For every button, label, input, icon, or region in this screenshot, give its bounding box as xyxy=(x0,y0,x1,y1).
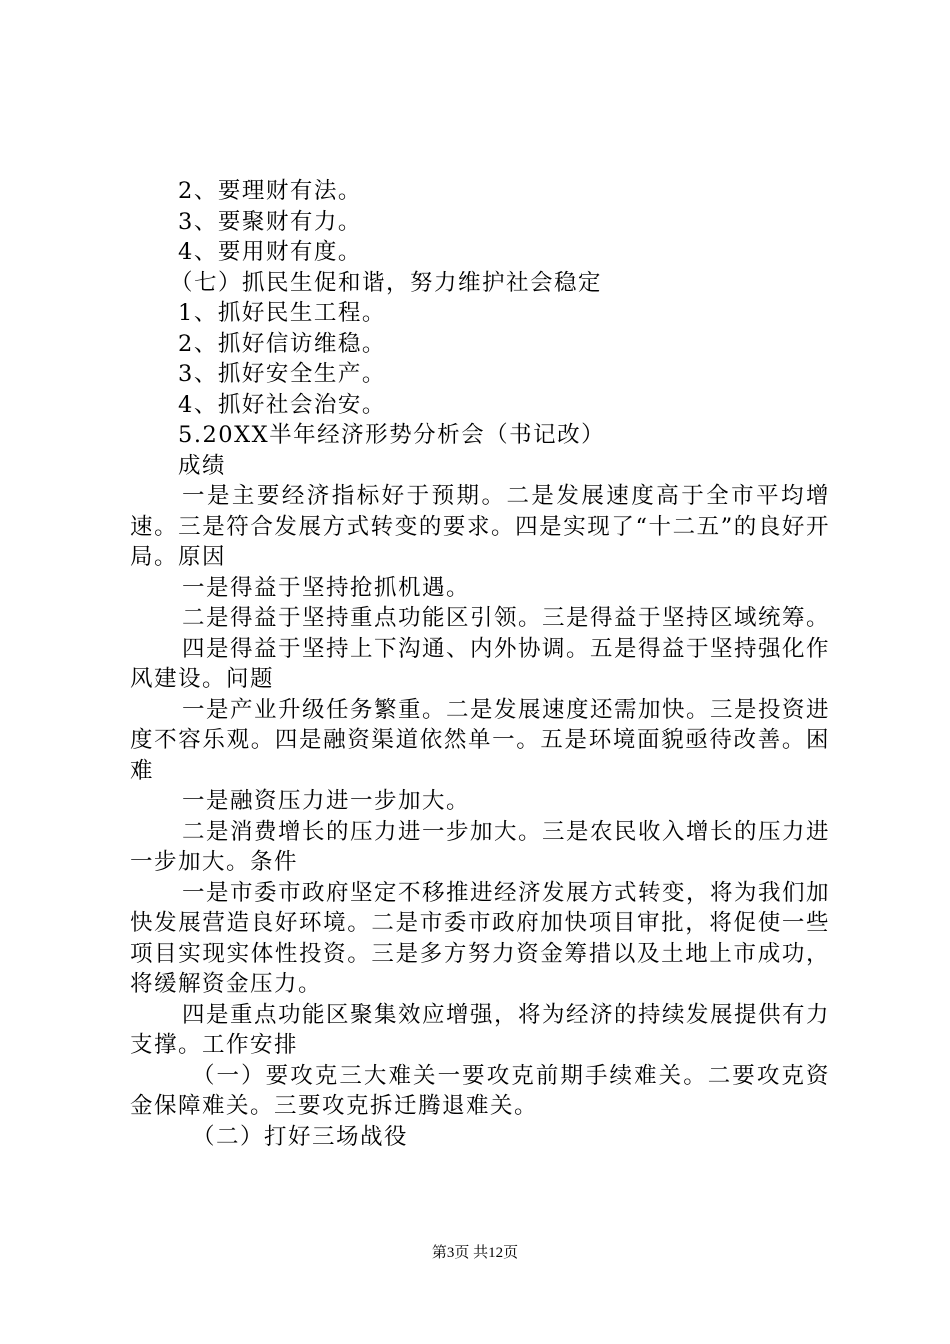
paragraph: 一是主要经济指标好于预期。二是发展速度高于全市平均增速。三是符合发展方式转变的要求。四是实现了“十二五”的良好开局。原因 xyxy=(130,483,830,570)
paragraph: 一是市委市政府坚定不移推进经济发展方式转变，将为我们加快发展营造良好环境。二是市委市政府加快项目审批，将促使一些项目实现实体性投资。三是多方努力资金筹措以及土地上市成功，将缓解资金压力。 xyxy=(130,879,831,997)
paragraph: 二是得益于坚持重点功能区引领。三是得益于坚持区域统筹。 xyxy=(182,605,831,631)
list-item: 3、要聚财有力。 xyxy=(178,208,362,235)
list-item: 4、要用财有度。 xyxy=(178,239,362,265)
section-label: 成绩 xyxy=(178,452,227,479)
paragraph: 一是融资压力进一步加大。 xyxy=(182,788,471,814)
list-item: 2、要理财有法。 xyxy=(178,178,362,204)
paragraph: 四是重点功能区聚集效应增强，将为经济的持续发展提供有力支撑。工作安排 xyxy=(130,1001,831,1058)
paragraph: 一是得益于坚持抢抓机遇。 xyxy=(182,574,471,601)
paragraph: 一是产业升级任务繁重。二是发展速度还需加快。三是投资进度不容乐观。四是融资渠道依然单一。五是环境面貌亟待改善。困难 xyxy=(130,696,831,784)
document-body xyxy=(130,176,830,1152)
document-title: 5.20XX半年经济形势分析会（书记改） xyxy=(178,422,606,448)
paragraph: 四是得益于坚持上下沟通、内外协调。五是得益于坚持强化作风建设。问题 xyxy=(130,635,831,692)
paragraph: （二）打好三场战役 xyxy=(192,1123,409,1150)
list-item: 1、抓好民生工程。 xyxy=(178,300,386,326)
section-heading: （七）抓民生促和谐，努力维护社会稳定 xyxy=(170,269,603,296)
list-item: 3、抓好安全生产。 xyxy=(178,361,386,387)
paragraph: 二是消费增长的压力进一步加大。三是农民收入增长的压力进一步加大。条件 xyxy=(130,818,831,875)
list-item: 2、抓好信访维稳。 xyxy=(178,330,386,357)
list-item: 4、抓好社会治安。 xyxy=(178,391,386,418)
paragraph: （一）要攻克三大难关一要攻克前期手续难关。二要攻克资金保障难关。三要攻克拆迁腾退难关。 xyxy=(130,1062,830,1119)
page-footer: 第3页 共12页 xyxy=(431,1245,519,1261)
